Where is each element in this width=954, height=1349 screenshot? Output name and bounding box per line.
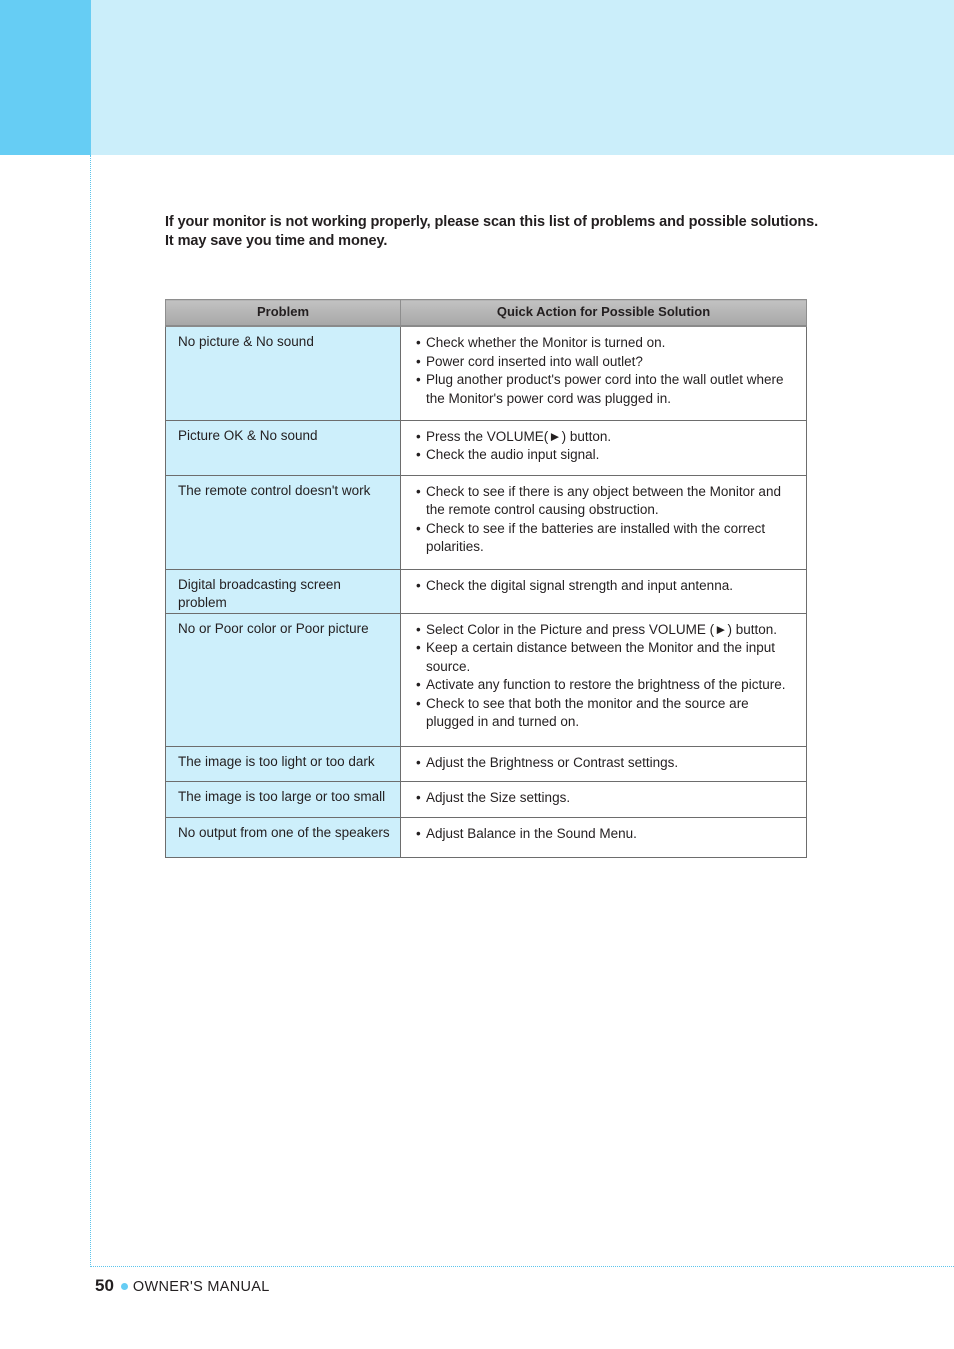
solution-item: • Press the VOLUME(►) button. (416, 428, 798, 447)
solution-item: • Keep a certain distance between the Monitor and the input source. (416, 639, 798, 676)
problem-cell (166, 420, 401, 475)
header-band (91, 0, 954, 155)
solution-cell (401, 475, 807, 569)
table-row (166, 569, 807, 613)
bullet-dot-icon (121, 1283, 128, 1290)
solution-item: • Check to see if there is any object between the Monitor and the remote control causing obstruction. (416, 483, 798, 520)
header-problem: Problem (166, 300, 401, 327)
problem-text: No or Poor color or Poor picture (178, 620, 369, 636)
solution-cell (401, 326, 807, 420)
table-header-row (166, 300, 807, 327)
problem-cell (166, 326, 401, 420)
page-footer (95, 1276, 270, 1296)
solution-cell (401, 746, 807, 782)
solution-item: • Select Color in the Picture and press VOLUME (►) button. (416, 621, 798, 640)
problem-cell (166, 817, 401, 857)
table-row (166, 420, 807, 475)
problem-text: Digital broadcasting screen problem (178, 576, 341, 610)
problem-text: The remote control doesn't work (178, 482, 371, 498)
table-row (166, 817, 807, 857)
bottom-dotted-rule (90, 1266, 954, 1267)
solution-item: • Check the audio input signal. (416, 446, 798, 465)
table-row (166, 746, 807, 782)
solution-list (401, 570, 806, 605)
solution-list (401, 476, 806, 566)
solution-cell (401, 817, 807, 857)
problem-cell (166, 782, 401, 818)
solution-item: • Check to see if the batteries are installed with the correct polarities. (416, 520, 798, 557)
solution-item: • Power cord inserted into wall outlet? (416, 353, 798, 372)
intro-text (165, 213, 865, 251)
solution-list (401, 327, 806, 417)
solution-item: • Adjust Balance in the Sound Menu. (416, 825, 798, 844)
solution-cell (401, 613, 807, 746)
problem-cell (166, 613, 401, 746)
solution-item: • Activate any function to restore the brightness of the picture. (416, 676, 798, 695)
table-row (166, 326, 807, 420)
header-solution: Quick Action for Possible Solution (401, 300, 807, 327)
solution-list (401, 818, 806, 853)
problem-text: No picture & No sound (178, 334, 314, 349)
solution-list (401, 782, 806, 817)
solution-cell (401, 420, 807, 475)
problem-cell (166, 475, 401, 569)
header-band-accent (0, 0, 91, 155)
solution-cell (401, 569, 807, 613)
intro-line-1: If your monitor is not working properly, please scan this list of problems and possible solutions. (165, 214, 819, 230)
problem-text: Picture OK & No sound (178, 427, 318, 443)
problem-text: No output from one of the speakers (178, 824, 390, 840)
solution-item: • Plug another product's power cord into the wall outlet where the Monitor's power cord was plugged in. (416, 371, 798, 408)
solution-list (401, 747, 806, 782)
solution-item: • Check the digital signal strength and input antenna. (416, 577, 798, 596)
solution-item: • Adjust the Brightness or Contrast settings. (416, 754, 798, 773)
table-row (166, 782, 807, 818)
troubleshooting-table (165, 299, 807, 858)
table-row (166, 613, 807, 746)
left-dotted-rule (90, 155, 91, 1267)
problem-cell (166, 746, 401, 782)
table-row (166, 475, 807, 569)
problem-text: The image is too light or too dark (178, 753, 375, 769)
intro-line-2: It may save you time and money. (165, 233, 388, 249)
solution-item: • Check to see that both the monitor and the source are plugged in and turned on. (416, 695, 798, 732)
problem-cell (166, 569, 401, 613)
solution-cell (401, 782, 807, 818)
solution-item: • Adjust the Size settings. (416, 789, 798, 808)
problem-text: The image is too large or too small (178, 789, 386, 804)
page-number: 50 (95, 1276, 114, 1295)
solution-item: • Check whether the Monitor is turned on. (416, 334, 798, 353)
footer-label: OWNER'S MANUAL (132, 1279, 270, 1295)
solution-list (401, 614, 806, 741)
solution-list (401, 421, 806, 474)
